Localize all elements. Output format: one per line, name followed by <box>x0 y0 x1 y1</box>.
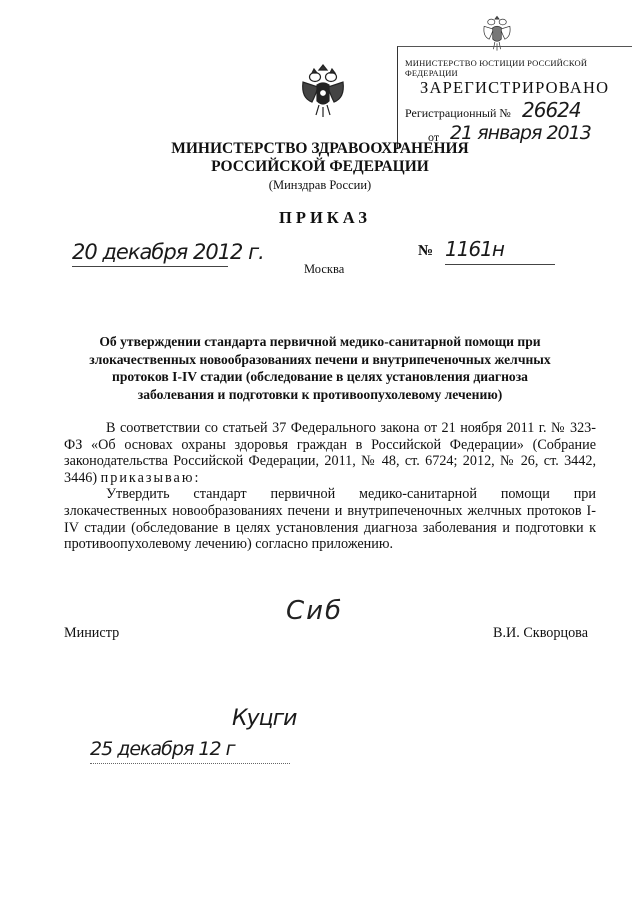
stamp-date-value: 21 января 2013 <box>450 122 591 144</box>
stamp-regno-label: Регистрационный № <box>405 106 511 120</box>
stamp-regno-value: 26624 <box>522 98 581 122</box>
ministry-line-2: РОССИЙСКОЙ ФЕДЕРАЦИИ <box>211 158 429 175</box>
order-word: приказываю: <box>100 469 201 486</box>
heading-line-1: Об утверждении стандарта первичной медико-санитарной помощи при <box>99 334 541 349</box>
ministry-short-name: (Минздрав России) <box>268 178 372 192</box>
paragraph-1-text: В соответствии со статьей 37 Федерального закона от 21 ноября 2011 г. № 323-ФЗ «Об основах охраны здоровья граждан в Российской Федерации» (Собрание законодательства Российской Федерации, 2011, № 48, ст. 6724; 2012, № 26, ст. 3442, 3446) <box>64 420 596 486</box>
ministry-line-1: МИНИСТЕРСТВО ЗДРАВООХРАНЕНИЯ <box>171 140 469 157</box>
ministry-name <box>160 140 480 176</box>
signatory-position: Министр <box>64 625 120 641</box>
note-signature: Куцги <box>232 706 297 731</box>
city: Москва <box>304 262 345 276</box>
document-heading <box>62 333 578 403</box>
heading-line-4: заболевания и подготовки к противоопухолевому лечению) <box>137 386 503 402</box>
paragraph-1 <box>64 420 596 486</box>
heading-line-3: протоков I-IV стадии (обследование в целях установления диагноза <box>112 369 528 384</box>
note-date: 25 декабря 12 г <box>90 738 235 760</box>
stamp-ministry: МИНИСТЕРСТВО ЮСТИЦИИ РОССИЙСКОЙ ФЕДЕРАЦИИ <box>405 58 588 78</box>
document-body <box>64 420 596 553</box>
stamp-title: ЗАРЕГИСТРИРОВАНО <box>420 78 610 97</box>
handwritten-signature: Сиб <box>286 596 344 626</box>
note-underline <box>90 763 290 764</box>
number-underline <box>445 264 555 265</box>
stamp-date-label: от <box>428 130 440 144</box>
paragraph-2: Утвердить стандарт первичной медико-санитарной помощи при злокачественных новообразованиях печени и внутрипеченочных желчных протоков I-IV стадии (обследование в целях установления диагноза заболевания и подготовки к противоопухолевому лечению) согласно приложению. <box>64 486 596 553</box>
emblem-icon <box>300 62 346 118</box>
date-underline <box>72 266 228 267</box>
order-date: 20 декабря 2012 г. <box>72 240 264 264</box>
heading-line-2: злокачественных новообразованиях печени и внутрипеченочных желчных <box>89 351 551 367</box>
number-label: № <box>418 243 434 259</box>
order-title: ПРИКАЗ <box>279 208 371 227</box>
signatory-name: В.И. Скворцова <box>493 625 588 641</box>
order-number: 1161н <box>445 237 504 261</box>
